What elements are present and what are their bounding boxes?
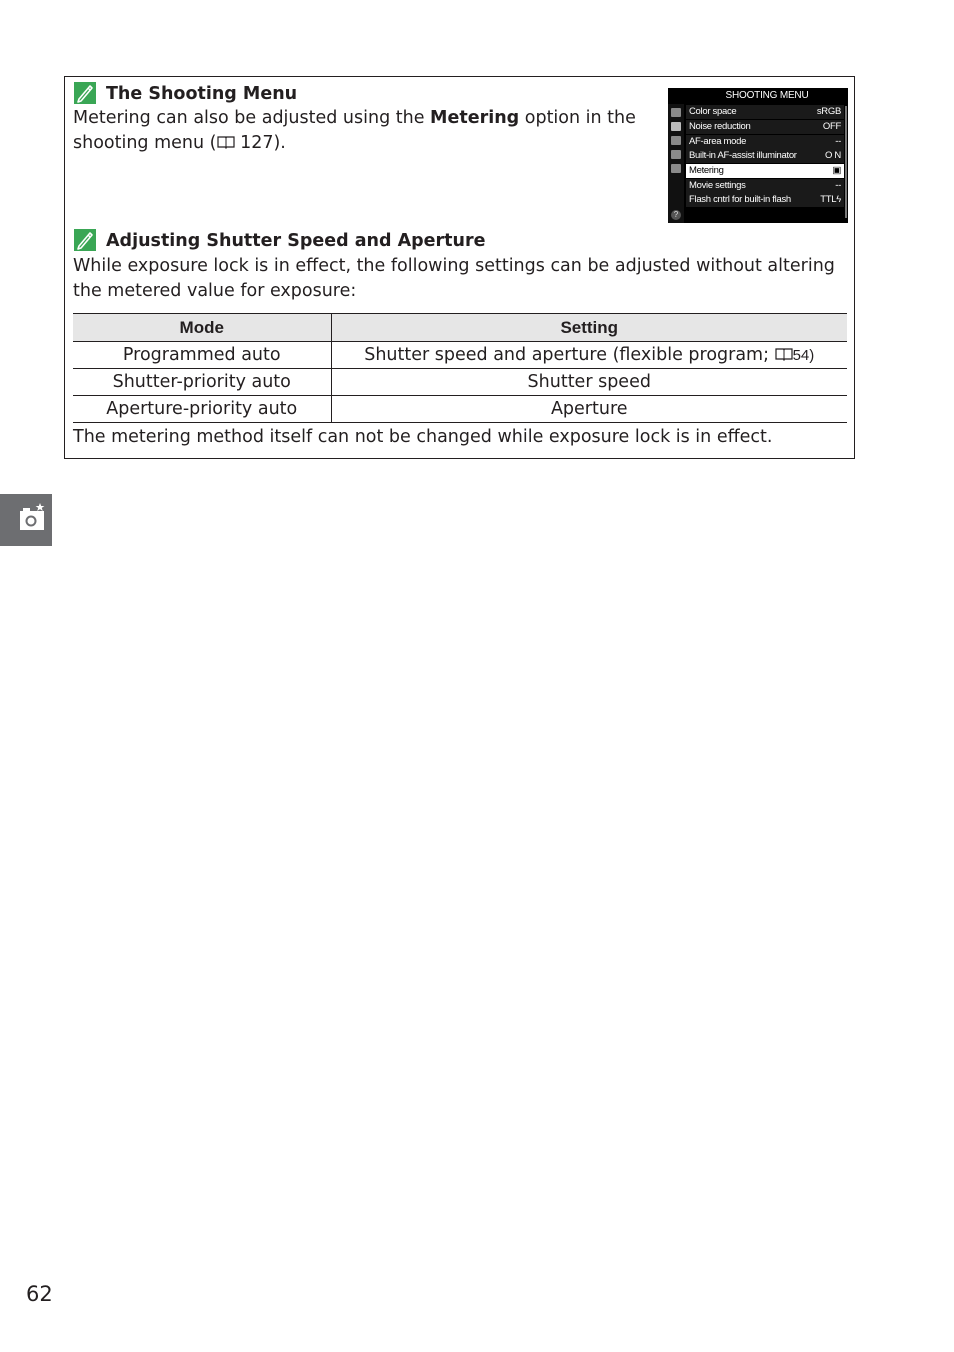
note-title-shutter-aperture: Adjusting Shutter Speed and Aperture [106,231,486,251]
mode-cell: Shutter-priority auto [73,369,331,396]
setting-cell: Shutter speed [331,369,847,396]
note-footer-text: The metering method itself can not be changed while exposure lock is in effect. [73,427,773,447]
chapter-tab [0,494,52,546]
table-header-row [73,314,847,342]
settings-table [73,313,847,423]
shooting-tab-icon [671,122,681,131]
column-header-mode: Mode [73,314,331,342]
playback-tab-icon [671,108,681,117]
note-title-shooting-menu: The Shooting Menu [106,84,298,104]
table-row [73,342,847,369]
table-row [73,396,847,423]
menu-scrollbar [845,106,847,218]
retouch-tab-icon [671,150,681,159]
menu-item-movie-settings: Movie settings -- [686,179,844,193]
book-reference-icon [217,132,235,157]
menu-item-af-assist-illuminator: Built-in AF-assist illuminator O N [686,149,844,163]
shooting-menu-screenshot [668,88,848,223]
menu-item-noise-reduction: Noise reduction OFF [686,120,844,134]
menu-title: SHOOTING MENU [725,90,809,101]
menu-item-color-space: Color space sRGB [686,105,844,119]
mode-cell: Programmed auto [73,342,331,369]
book-reference-icon [775,346,793,366]
note-box [64,76,855,459]
pencil-note-icon [74,229,96,251]
menu-item-af-area-mode: AF-area mode -- [686,135,844,149]
menu-item-metering: Metering ▣ [686,164,844,178]
table-row [73,369,847,396]
setting-cell: Aperture [331,396,847,423]
help-icon: ? [671,210,681,220]
note-text-shooting-menu: Metering can also be adjusted using the Metering option in the shooting menu ( 127). [73,106,653,156]
pencil-note-icon [74,82,96,104]
menu-item-flash-control: Flash cntrl for built-in flash TTLϟ [686,193,844,207]
camera-star-icon [0,494,52,546]
menu-tab-sidebar [668,104,684,223]
setting-cell: Shutter speed and aperture (flexible program; 54) [331,342,847,369]
setup-tab-icon [671,136,681,145]
mode-cell: Aperture-priority auto [73,396,331,423]
recent-settings-tab-icon [671,164,681,173]
page-number: 62 [26,1282,53,1306]
column-header-setting: Setting [331,314,847,342]
matrix-metering-icon: ▣ [832,165,841,176]
note-text-shutter-aperture: While exposure lock is in effect, the following settings can be adjusted without altering the metered value for exposure: [73,256,835,301]
